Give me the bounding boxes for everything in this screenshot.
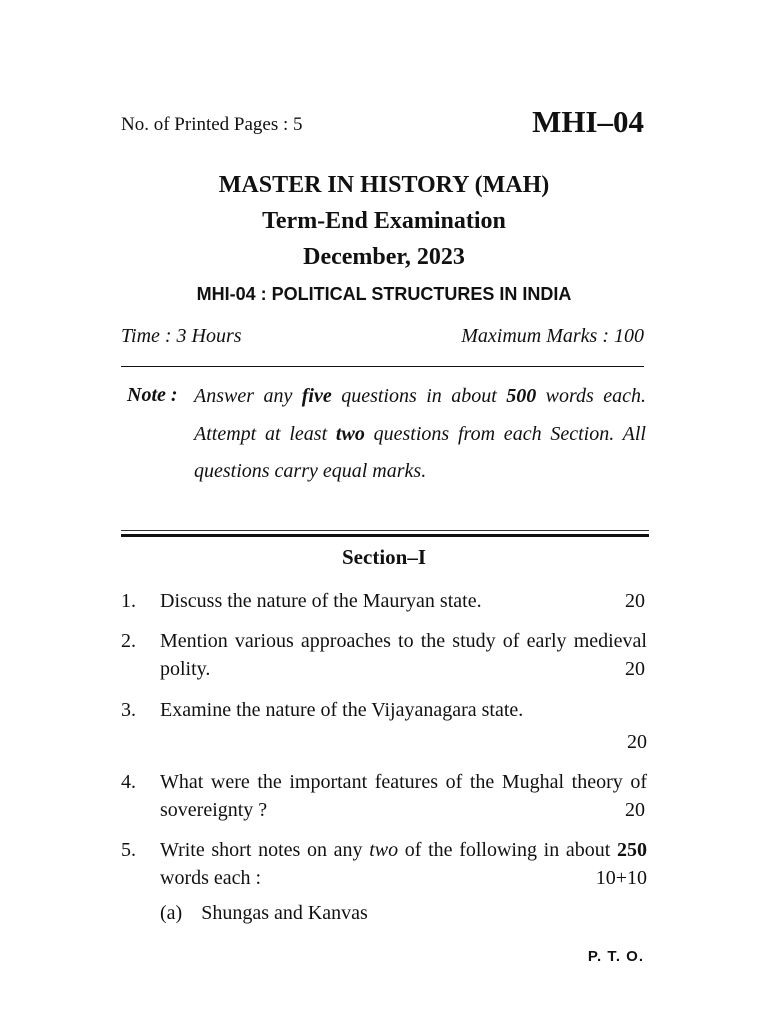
question [121, 768, 647, 824]
question-text: Write short notes on any two of the following in about 250 words each : 10+10 [160, 836, 647, 892]
exam-title: Term-End Examination [262, 208, 506, 234]
question-number: 2. [121, 630, 136, 652]
question-number: 3. [121, 699, 136, 721]
question [121, 836, 647, 892]
time-allowed: Time : 3 Hours [121, 325, 242, 347]
divider-thick [121, 534, 649, 537]
programme-title: MASTER IN HISTORY (MAH) [218, 172, 550, 198]
question [121, 627, 647, 683]
question-marks: 10+10 [595, 867, 647, 889]
note-label: Note : [127, 384, 178, 406]
question-number: 4. [121, 771, 136, 793]
question-marks: 20 [625, 590, 645, 612]
question [121, 587, 647, 615]
divider-thin [121, 530, 649, 531]
section-heading: Section–I [342, 545, 426, 569]
pto-footer: P. T. O. [587, 948, 644, 965]
exam-date: December, 2023 [303, 244, 465, 270]
question-text: Examine the nature of the Vijayanagara state. [160, 699, 524, 721]
subpart [160, 899, 560, 927]
question-marks: 20 [627, 731, 647, 753]
maximum-marks: Maximum Marks : 100 [461, 325, 644, 347]
note-text: Answer any five questions in about 500 words each. Attempt at least two questions from each Section. All questions carry equal marks. [194, 385, 646, 482]
subject-title: MHI-04 : POLITICAL STRUCTURES IN INDIA [196, 284, 572, 304]
question-text: What were the important features of the Mughal theory of sovereignty ? [160, 771, 647, 821]
question-marks: 20 [625, 799, 645, 821]
question-text: Discuss the nature of the Mauryan state. [160, 590, 482, 612]
question [121, 696, 647, 756]
question-number: 5. [121, 839, 136, 861]
question-text: Mention various approaches to the study of early medieval polity. [160, 630, 647, 680]
course-code: MHI–04 [532, 104, 644, 139]
question-number: 1. [121, 590, 136, 612]
question-marks: 20 [625, 658, 645, 680]
divider [121, 366, 644, 367]
printed-pages: No. of Printed Pages : 5 [121, 114, 303, 135]
subpart-label: (a) [160, 902, 183, 924]
subpart-text: Shungas and Kanvas [201, 902, 368, 924]
